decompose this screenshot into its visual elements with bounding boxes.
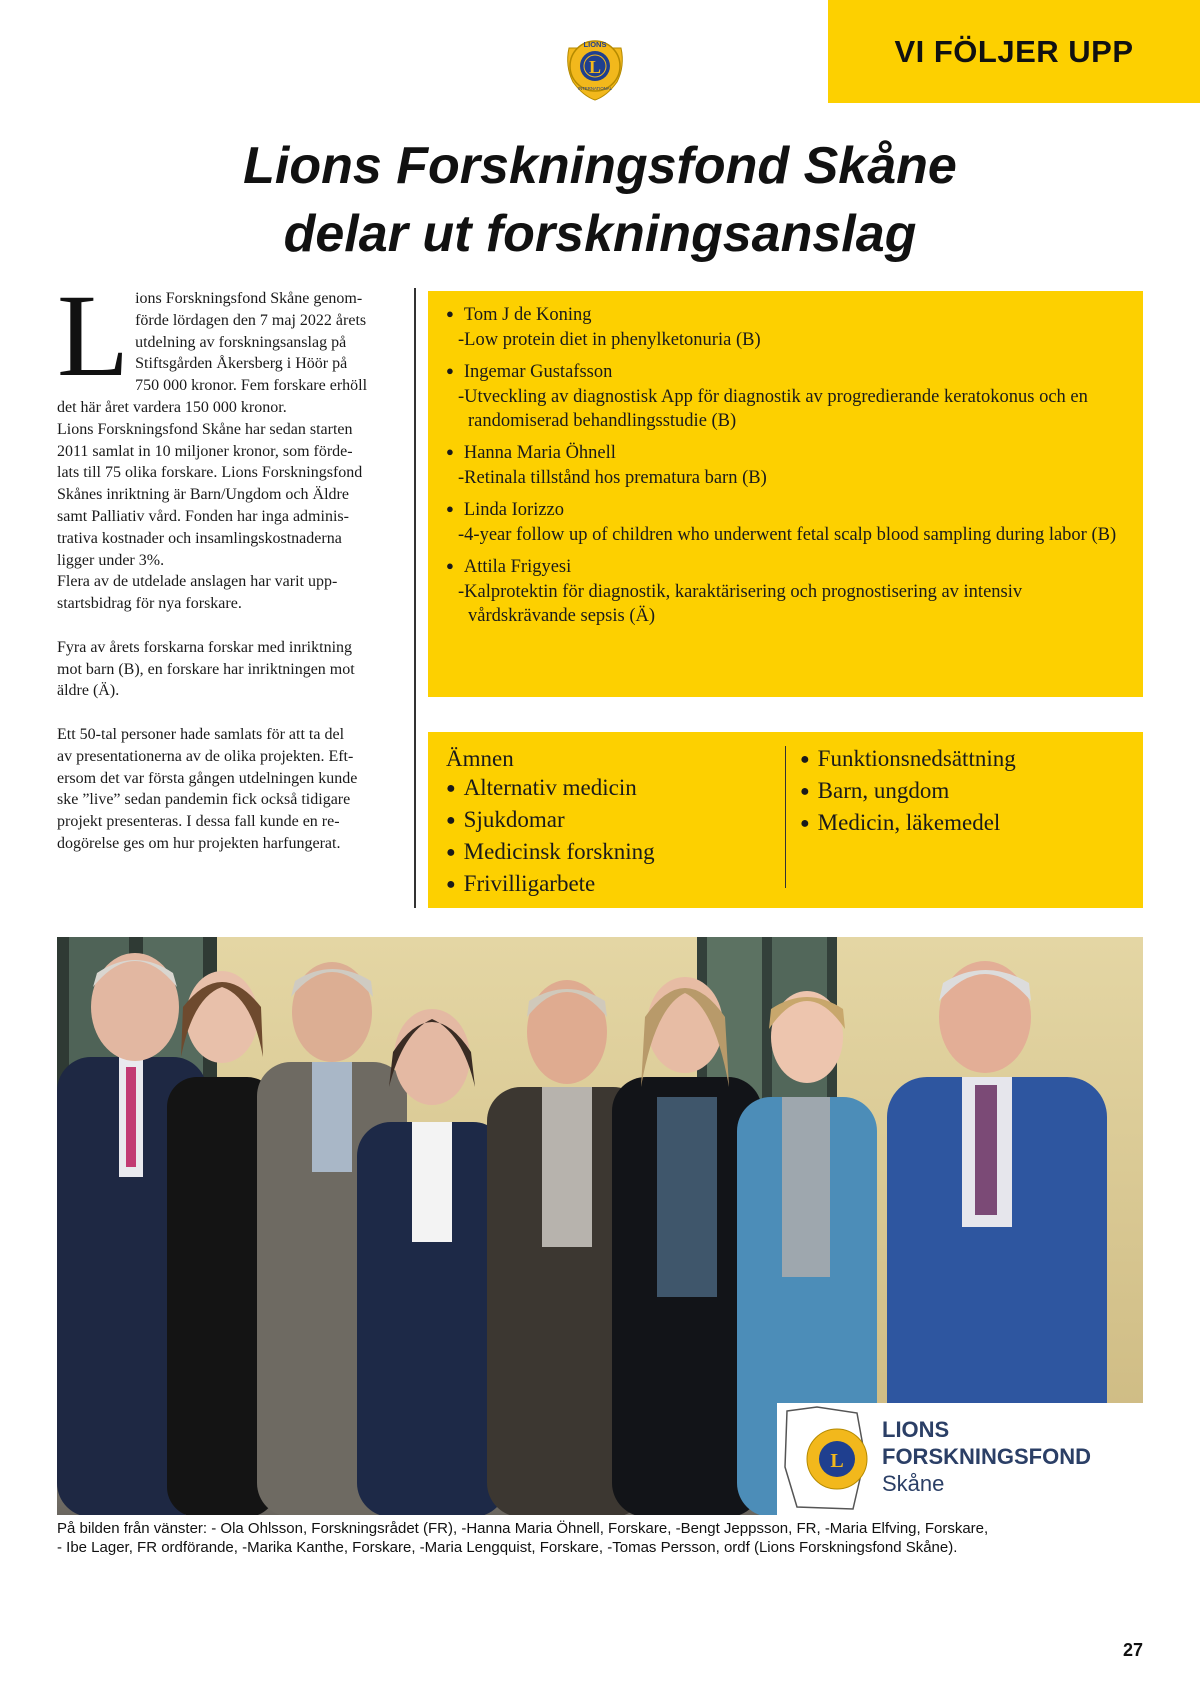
text-line: ersom det var första gången utdelningen kunde <box>57 769 358 787</box>
researcher-project: -Kalprotektin för diagnostik, karaktärisering och prognostisering av intensiv vårdskrävande sepsis (Ä) <box>458 582 1023 626</box>
photo-logo-line2: FORSKNINGSFOND <box>882 1444 1091 1469</box>
list-item <box>446 303 1125 352</box>
group-photo <box>57 937 1143 1515</box>
paragraph-1 <box>57 397 400 615</box>
text-line: utdelning av forskningsanslag på <box>135 333 347 351</box>
researchers-box <box>428 291 1143 697</box>
text-line: mot barn (B), en forskare har inriktningen mot <box>57 660 355 678</box>
article-title <box>100 132 1100 268</box>
photo-logo-line3: Skåne <box>882 1471 945 1496</box>
section-label: VI FÖLJER UPP <box>894 33 1134 69</box>
researcher-name: ● Attila Frigyesi <box>446 555 1125 580</box>
text-line: projekt presenteras. I dessa fall kunde en re- <box>57 813 340 831</box>
paragraph-3 <box>57 724 400 855</box>
text-line: ligger under 3%. <box>57 551 165 569</box>
caption-line-1: På bilden från vänster: - Ola Ohlsson, Forskningsrådet (FR), -Hanna Maria Öhnell, Forskare, -Bengt Jeppsson, FR, -Maria Elfving, Forskare, <box>57 1520 989 1537</box>
topics-box <box>428 732 1143 908</box>
foundation-logo <box>777 1403 1143 1515</box>
text-line: Flera av de utdelade anslagen har varit upp- <box>57 573 338 591</box>
researcher-project: -Utveckling av diagnostisk App för diagnostik av progredierande keratokonus och en randomiserad behandlingsstudie (B) <box>458 387 1088 431</box>
logo-top-text: LIONS <box>583 40 607 49</box>
section-tab <box>828 0 1200 103</box>
text-line: Skånes inriktning är Barn/Ungdom och Äldre <box>57 486 349 504</box>
researcher-name: ● Linda Iorizzo <box>446 498 1125 523</box>
caption-line-2: - Ibe Lager, FR ordförande, -Marika Kanthe, Forskare, -Maria Lengquist, Forskare, -Tomas Persson, ordf (Lions Forskningsfond Skåne). <box>57 1539 958 1556</box>
text-line: 750 000 kronor. Fem forskare erhöll <box>135 377 368 395</box>
text-line: ske ”live” sedan pandemin fick också tidigare <box>57 791 351 809</box>
text-line: Stiftsgården Åkersberg i Höör på <box>135 355 348 373</box>
paragraph-2 <box>57 637 400 702</box>
title-line-1: Lions Forskningsfond Skåne <box>243 137 957 195</box>
topic-item: ● Medicinsk forskning <box>446 837 766 869</box>
title-line-2: delar ut forskningsanslag <box>283 205 917 263</box>
topic-item: ● Frivilligarbete <box>446 869 766 901</box>
photo-logo-line1: LIONS <box>882 1417 950 1442</box>
page-number: 27 <box>1122 1640 1143 1660</box>
text-line: trativa kostnader och insamlingskostnaderna <box>57 529 342 547</box>
article-body <box>57 270 400 855</box>
text-line: Fyra av årets forskarna forskar med inriktning <box>57 638 353 656</box>
text-line: äldre (Ä). <box>57 682 120 700</box>
topic-item: ● Medicin, läkemedel <box>800 808 1130 840</box>
topic-item: ● Funktionsnedsättning <box>800 744 1130 776</box>
researcher-project: -4-year follow up of children who underwent fetal scalp blood sampling during labor (B) <box>458 525 1117 545</box>
logo-bottom-text: INTERNATIONAL <box>577 86 613 91</box>
researchers-list <box>428 291 1143 628</box>
text-line: Ett 50-tal personer hade samlats för att ta del <box>57 725 345 743</box>
drop-cap: L <box>57 270 130 401</box>
text-line: lats till 75 olika forskare. Lions Forskningsfond <box>57 464 363 482</box>
list-item <box>446 360 1125 433</box>
list-item <box>446 441 1125 490</box>
column-divider <box>414 288 416 908</box>
topic-item: ● Barn, ungdom <box>800 776 1130 808</box>
photo-logo-letter: L <box>830 1450 844 1472</box>
topic-item: ● Alternativ medicin <box>446 773 766 805</box>
researcher-project: -Low protein diet in phenylketonuria (B) <box>458 330 761 350</box>
logo-letter: L <box>588 57 602 77</box>
list-item <box>446 498 1125 547</box>
text-line: startsbidrag för nya forskare. <box>57 595 242 613</box>
lions-logo-icon <box>563 30 627 102</box>
topic-item: ● Sjukdomar <box>446 805 766 837</box>
researcher-name: ● Tom J de Koning <box>446 303 1125 328</box>
researcher-name: ● Hanna Maria Öhnell <box>446 441 1125 466</box>
topics-right-column <box>800 744 1130 840</box>
topics-heading: Ämnen <box>446 746 514 771</box>
researcher-name: ● Ingemar Gustafsson <box>446 360 1125 385</box>
topics-left-column <box>446 744 766 901</box>
text-line: av presentationerna av de olika projekten. Eft- <box>57 747 354 765</box>
text-line: ions Forskningsfond Skåne genom- <box>135 290 363 307</box>
topics-divider <box>785 746 786 888</box>
text-line: förde lördagen den 7 maj 2022 årets <box>135 311 367 329</box>
text-line: dogörelse ges om hur projekten harfungerat. <box>57 834 341 852</box>
text-line: Lions Forskningsfond Skåne har sedan starten <box>57 420 353 438</box>
list-item <box>446 555 1125 628</box>
researcher-project: -Retinala tillstånd hos prematura barn (B) <box>458 468 767 488</box>
text-line: det här året vardera 150 000 kronor. <box>57 398 287 416</box>
text-line: 2011 samlat in 10 miljoner kronor, som förde- <box>57 442 353 460</box>
text-line: samt Palliativ vård. Fonden har inga adminis- <box>57 507 349 525</box>
photo-caption <box>57 1519 1143 1557</box>
